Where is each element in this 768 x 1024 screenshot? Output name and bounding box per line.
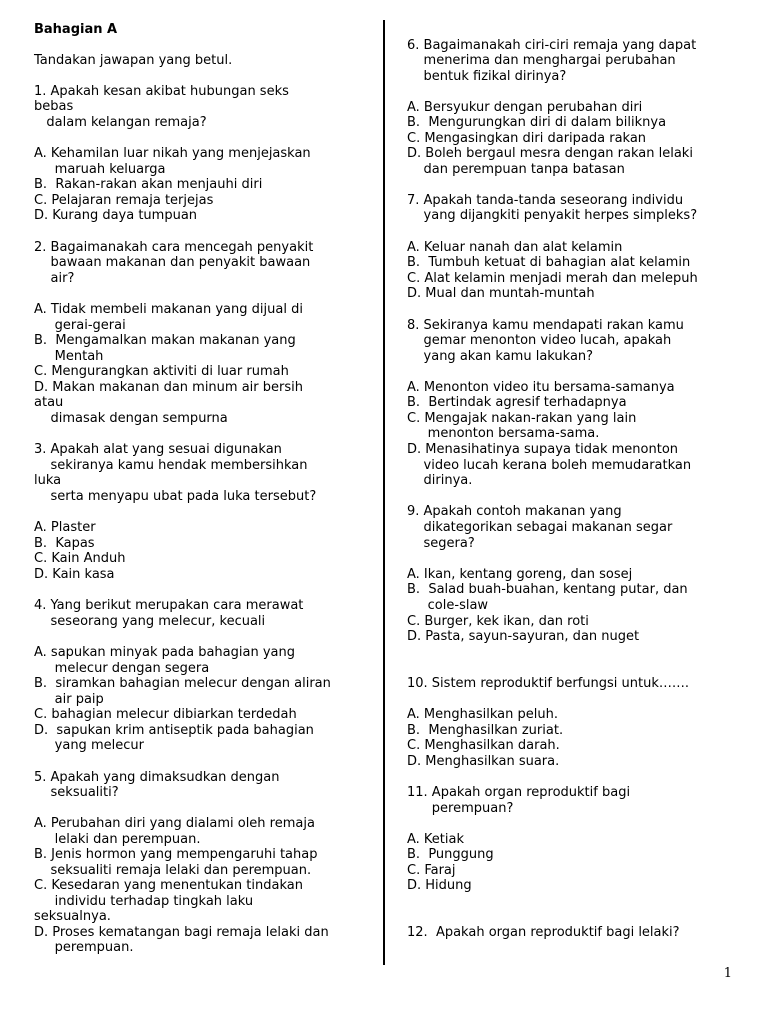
right-column-line: B. Mengurungkan diri di dalam biliknya: [407, 115, 667, 130]
right-column-line: 11. Apakah organ reproduktif bagi: [407, 785, 631, 800]
left-column-line: A. sapukan minyak pada bahagian yang: [34, 645, 295, 660]
left-column-line: melecur dengan segera: [34, 661, 210, 676]
left-column-line: D. Kain kasa: [34, 567, 115, 582]
right-column-line: C. Burger, kek ikan, dan roti: [407, 614, 589, 629]
right-column-line: C. Mengajak nakan-rakan yang lain: [407, 411, 637, 426]
left-column-line: 1. Apakah kesan akibat hubungan seks: [34, 84, 289, 99]
left-column-line: C. Kain Anduh: [34, 551, 126, 566]
right-column-line: 6. Bagaimanakah ciri-ciri remaja yang dapat: [407, 38, 697, 53]
right-column-line: menonton bersama-sama.: [407, 426, 600, 441]
left-column-line: dalam kelangan remaja?: [34, 115, 207, 130]
right-column-line: A. Keluar nanah dan alat kelamin: [407, 240, 623, 255]
right-column-line: yang dijangkiti penyakit herpes simpleks?: [407, 208, 698, 223]
right-column-line: dirinya.: [407, 473, 473, 488]
left-column-line: Bahagian A: [34, 22, 118, 37]
left-column-line: atau: [34, 395, 64, 410]
right-column-line: perempuan?: [407, 801, 514, 816]
left-column-line: D. Kurang daya tumpuan: [34, 208, 198, 223]
right-column-line: A. Menonton video itu bersama-samanya: [407, 380, 675, 395]
left-column-line: D. Proses kematangan bagi remaja lelaki dan: [34, 925, 329, 940]
right-column-line: C. Menghasilkan darah.: [407, 738, 560, 753]
left-column-line: lelaki dan perempuan.: [34, 832, 201, 847]
left-column-line: D. sapukan krim antiseptik pada bahagian: [34, 723, 314, 738]
left-column-line: 2. Bagaimanakah cara mencegah penyakit: [34, 240, 314, 255]
column-divider: [383, 20, 385, 965]
right-column-line: menerima dan menghargai perubahan: [407, 53, 676, 68]
left-column-line: C. Kesedaran yang menentukan tindakan: [34, 878, 303, 893]
left-column-line: seksualiti remaja lelaki dan perempuan.: [34, 863, 312, 878]
right-column-line: dikategorikan sebagai makanan segar: [407, 520, 673, 535]
right-column-line: 8. Sekiranya kamu mendapati rakan kamu: [407, 318, 684, 333]
right-column-line: D. Hidung: [407, 878, 472, 893]
right-column-line: bentuk fizikal dirinya?: [407, 69, 567, 84]
left-column-line: C. Mengurangkan aktiviti di luar rumah: [34, 364, 289, 379]
left-column-line: A. Tidak membeli makanan yang dijual di: [34, 302, 303, 317]
right-column-line: cole-slaw: [407, 598, 489, 613]
right-column-line: segera?: [407, 536, 475, 551]
right-column-line: A. Ikan, kentang goreng, dan sosej: [407, 567, 633, 582]
left-column-line: serta menyapu ubat pada luka tersebut?: [34, 489, 317, 504]
left-column-line: B. Jenis hormon yang mempengaruhi tahap: [34, 847, 318, 862]
right-column-line: D. Menghasilkan suara.: [407, 754, 560, 769]
right-column-line: B. Menghasilkan zuriat.: [407, 723, 564, 738]
left-column-line: A. Perubahan diri yang dialami oleh remaja: [34, 816, 315, 831]
left-column-line: B. Kapas: [34, 536, 95, 551]
left-column-line: gerai-gerai: [34, 318, 126, 333]
right-column-line: A. Ketiak: [407, 832, 465, 847]
right-column-line: 10. Sistem reproduktif berfungsi untuk…….: [407, 676, 689, 691]
left-column-line: 4. Yang berikut merupakan cara merawat: [34, 598, 304, 613]
left-column-line: air?: [34, 271, 75, 286]
right-column-line: B. Salad buah-buahan, kentang putar, dan: [407, 582, 688, 597]
right-column-line: A. Menghasilkan peluh.: [407, 707, 558, 722]
left-column-line: C. Pelajaran remaja terjejas: [34, 193, 214, 208]
left-column-line: sekiranya kamu hendak membersihkan: [34, 458, 308, 473]
left-column-line: bebas: [34, 99, 74, 114]
left-column-line: seksualnya.: [34, 909, 111, 924]
left-column-line: D. Makan makanan dan minum air bersih: [34, 380, 303, 395]
page-number: 1: [723, 966, 732, 981]
right-column-line: dan perempuan tanpa batasan: [407, 162, 625, 177]
right-column-line: D. Menasihatinya supaya tidak menonton: [407, 442, 679, 457]
left-column-line: bawaan makanan dan penyakit bawaan: [34, 255, 311, 270]
left-column-line: B. Rakan-rakan akan menjauhi diri: [34, 177, 263, 192]
right-column-line: A. Bersyukur dengan perubahan diri: [407, 100, 643, 115]
left-column-line: perempuan.: [34, 940, 134, 955]
left-column-line: B. Mengamalkan makan makanan yang: [34, 333, 296, 348]
left-column-line: dimasak dengan sempurna: [34, 411, 228, 426]
right-column-line: D. Boleh bergaul mesra dengan rakan lelaki: [407, 146, 693, 161]
left-column-line: 3. Apakah alat yang sesuai digunakan: [34, 442, 282, 457]
right-column-line: B. Punggung: [407, 847, 494, 862]
right-column-line: B. Tumbuh ketuat di bahagian alat kelamin: [407, 255, 691, 270]
right-column-line: 9. Apakah contoh makanan yang: [407, 504, 622, 519]
right-column-line: video lucah kerana boleh memudaratkan: [407, 458, 692, 473]
left-column-line: maruah keluarga: [34, 162, 166, 177]
right-column-line: C. Mengasingkan diri daripada rakan: [407, 131, 647, 146]
left-column-line: A. Kehamilan luar nikah yang menjejaskan: [34, 146, 311, 161]
left-column-line: 5. Apakah yang dimaksudkan dengan: [34, 770, 280, 785]
right-column-line: C. Alat kelamin menjadi merah dan melepuh: [407, 271, 698, 286]
right-column-line: D. Pasta, sayun-sayuran, dan nuget: [407, 629, 640, 644]
left-column-line: seseorang yang melecur, kecuali: [34, 614, 266, 629]
right-column-line: 7. Apakah tanda-tanda seseorang individu: [407, 193, 684, 208]
left-column-line: Tandakan jawapan yang betul.: [34, 53, 233, 68]
left-column-line: C. bahagian melecur dibiarkan terdedah: [34, 707, 297, 722]
right-column-line: yang akan kamu lakukan?: [407, 349, 594, 364]
right-column-line: C. Faraj: [407, 863, 456, 878]
left-column-line: yang melecur: [34, 738, 144, 753]
left-column-line: A. Plaster: [34, 520, 96, 535]
right-column-line: gemar menonton video lucah, apakah: [407, 333, 672, 348]
right-column-line: D. Mual dan muntah-muntah: [407, 286, 595, 301]
right-column-line: B. Bertindak agresif terhadapnya: [407, 395, 627, 410]
left-column-line: B. siramkan bahagian melecur dengan aliran: [34, 676, 331, 691]
right-column-line: 12. Apakah organ reproduktif bagi lelaki?: [407, 925, 680, 940]
left-column-line: luka: [34, 473, 62, 488]
left-column-line: individu terhadap tingkah laku: [34, 894, 254, 909]
left-column-line: Mentah: [34, 349, 104, 364]
left-column-line: seksualiti?: [34, 785, 119, 800]
left-column-line: air paip: [34, 692, 104, 707]
